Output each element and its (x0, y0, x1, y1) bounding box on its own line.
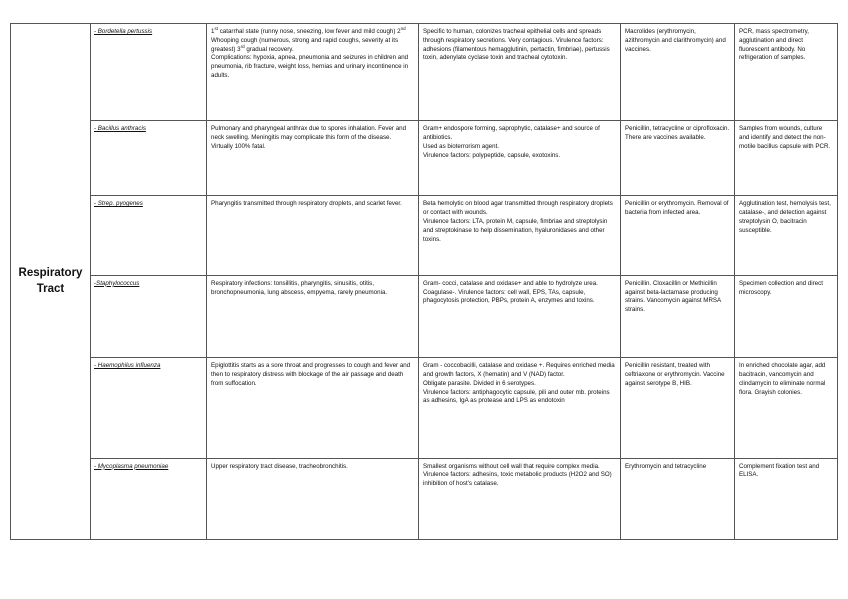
characteristics-text: Beta hemolytic on blood agar transmitted through respiratory droplets or contact with wounds. (423, 200, 613, 217)
organism-cell (91, 275, 207, 358)
table-row (11, 275, 838, 358)
characteristics-text: Virulence factors: adhesins, toxic metabolic products (H2O2 and SO) inhibition of host's catalase. (423, 471, 612, 488)
characteristics-text: Smallest organisms without cell wall that require complex media. (423, 462, 600, 470)
diagnosis-text: Samples from wounds, culture and identify and detect the non-motile bacillus capsule with PCR. (739, 125, 831, 150)
treatment-cell (621, 196, 735, 275)
characteristics-cell (419, 275, 621, 358)
symptoms-cell (207, 275, 419, 358)
organism-name: - Strep. pyogenes (94, 200, 143, 208)
treatment-text: Penicillin. Cloxacillin or Methicillin against beta-lactamase producing strains. Vancomycin against MRSA strains. (625, 279, 721, 314)
characteristics-text: Virulence factors: antiphagocytic capsule, pili and outer mb. proteins as adhesins, IgA as protease and LPS as endotoxin (423, 388, 610, 405)
organism-cell (91, 121, 207, 196)
diagnosis-text: In enriched chocolate agar, add bacitracin, vancomycin and clindamycin to eliminate normal flora. Grayish colonies. (739, 362, 826, 396)
organism-name: - Bacillus anthracis (94, 125, 146, 133)
table-row (11, 121, 838, 196)
treatment-cell (621, 358, 735, 458)
section-title: Respiratory Tract (11, 24, 91, 540)
symptoms-text: Respiratory infections: tonsillitis, pharyngitis, sinusitis, otitis, bronchopneumonia, lung abscess, empyema, rarely pneumonia. (211, 279, 388, 296)
diagnosis-text: Complement fixation test and ELISA. (739, 462, 820, 479)
organism-cell (91, 458, 207, 540)
diagnosis-cell (735, 275, 838, 358)
organism-cell (91, 24, 207, 121)
table-body (11, 24, 838, 540)
symptoms-text: Upper respiratory tract disease, tracheobronchitis. (211, 462, 348, 470)
treatment-text: Erythromycin and tetracycline (625, 462, 707, 470)
characteristics-text: Specific to human, colonizes tracheal epithelial cells and spreads through respiratory secretions. Very contagious. Virulence factors: adhesions (filamentous hemagglutinin, pertactin, fimbriae), pertussis toxin, adenylate cyclase toxin and tracheal cytotoxin. (423, 28, 610, 62)
table-row (11, 458, 838, 540)
symptoms-cell (207, 24, 419, 121)
diagnosis-cell (735, 358, 838, 458)
characteristics-text: Virulence factors: polypeptide, capsule, exotoxins. (423, 151, 561, 159)
characteristics-text: Obligate parasite. Divided in 6 serotypes. (423, 379, 536, 387)
diagnosis-text: Agglutination test, hemolysis test, catalase-, and detection against streptolysin O, bacitracin susceptible. (739, 200, 831, 234)
characteristics-text: Used as bioterrorism agent. (423, 142, 500, 150)
diagnosis-text: Specimen collection and direct microscopy. (739, 279, 823, 296)
characteristics-text: Gram+ endospore forming, saprophytic, catalase+ and source of antibiotics. (423, 125, 600, 141)
table-row (11, 24, 838, 121)
treatment-cell (621, 121, 735, 196)
treatment-text: Penicillin or erythromycin. Removal of bacteria from infected area. (625, 200, 729, 217)
characteristics-cell (419, 458, 621, 540)
organism-cell (91, 196, 207, 275)
symptoms-text: 1st catarrhal state (runny nose, sneezing, low fever and mild cough) 2nd Whooping cough (numerous, strong and rapid coughs, severity at its greatest) 3rd gradual recovery. (211, 25, 406, 53)
organism-name: - Bordetella pertussis (94, 28, 153, 35)
organism-name: - Mycoplasma pneumoniae (94, 462, 169, 470)
respiratory-tract-table (10, 23, 838, 540)
symptoms-cell (207, 358, 419, 458)
diagnosis-cell (735, 458, 838, 540)
characteristics-cell (419, 196, 621, 275)
organism-name: - Haemophilus influenza (94, 362, 161, 370)
organism-cell (91, 358, 207, 458)
symptoms-cell (207, 121, 419, 196)
symptoms-text: Pulmonary and pharyngeal anthrax due to spores inhalation. Fever and neck swelling. Meningitis may complicate this form of the disease. Virtually 100% fatal. (211, 125, 407, 150)
diagnosis-cell (735, 196, 838, 275)
diagnosis-cell (735, 121, 838, 196)
characteristics-text: Gram- cocci, catalase and oxidase+ and able to hydrolyze urea. Coagulase-. Virulence factors: cell wall, EPS, TAs, capsule, phagocytosis protection, PBPs, protein A, enzymes and toxins. (423, 279, 598, 305)
symptoms-cell (207, 196, 419, 275)
treatment-text: Penicillin resistant, treated with ceftriaxone or erythromycin. Vaccine against serotype B, HIB. (625, 362, 725, 387)
characteristics-cell (419, 24, 621, 121)
table-row (11, 358, 838, 458)
organism-name: -Staphylococcus (94, 279, 140, 287)
symptoms-cell (207, 458, 419, 540)
treatment-cell (621, 24, 735, 121)
characteristics-cell (419, 121, 621, 196)
table-row (11, 196, 838, 275)
treatment-text: Macrolides (erythromycin, azithromycin and clarithromycin) and vaccines. (625, 28, 726, 53)
diagnosis-cell (735, 24, 838, 121)
treatment-cell (621, 275, 735, 358)
characteristics-text: Virulence factors: LTA, protein M, capsule, fimbriae and streptolysin and streptokinase to help dissemination, hyaluronidases and other toxins. (423, 217, 608, 243)
characteristics-text: Gram - coccobacilli, catalase and oxidase +. Requires enriched media and growth factors, X (hematin) and V (NAD) factor. (423, 362, 615, 379)
diagnosis-text: PCR, mass spectrometry, agglutination and direct fluorescent antibody. No refrigeration of samples. (739, 28, 810, 62)
symptoms-text: Pharyngitis transmitted through respiratory droplets, and scarlet fever. (211, 200, 402, 208)
symptoms-text: Complications: hypoxia, apnea, pneumonia and seizures in children and pneumonia, rib fracture, weight loss, hernias and urinary incontinence in adults. (211, 54, 409, 79)
treatment-cell (621, 458, 735, 540)
symptoms-text: Epiglottitis starts as a sore throat and progresses to cough and fever and then to respiratory distress with blockage of the air passage and death from suffocation. (211, 362, 411, 387)
treatment-text: Penicillin, tetracycline or ciprofloxacin. There are vaccines available. (625, 125, 730, 141)
characteristics-cell (419, 358, 621, 458)
